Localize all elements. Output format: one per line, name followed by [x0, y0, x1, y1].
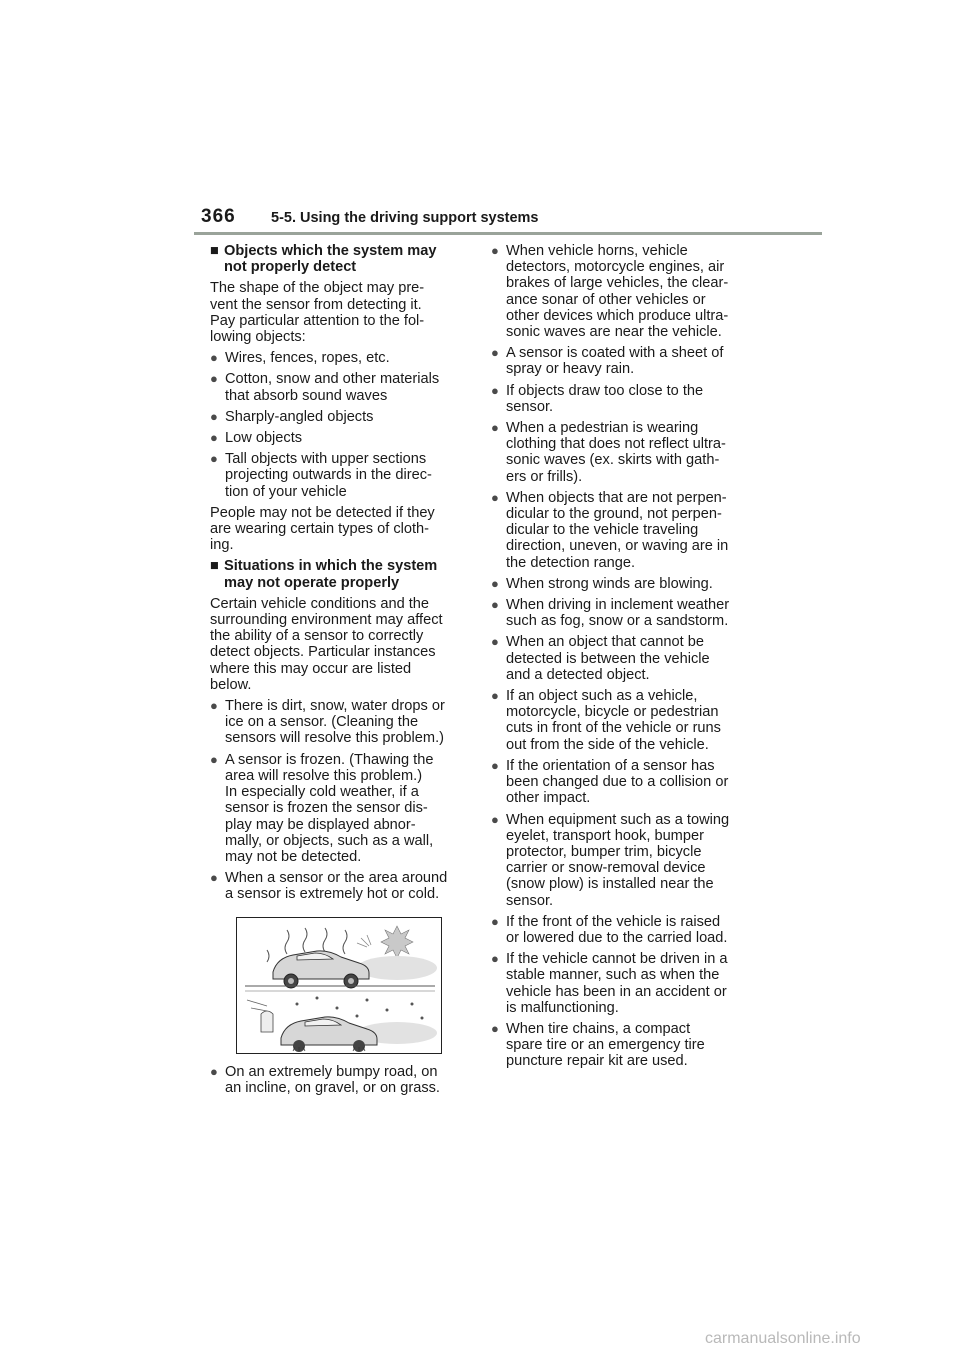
- text-line: may not operate properly: [224, 574, 400, 591]
- round-bullet-icon: ●: [210, 371, 218, 387]
- bullet-text-line: A sensor is frozen. (Thawing the: [225, 751, 434, 768]
- bullet-text-line: direction, uneven, or waving are in: [506, 538, 729, 555]
- bullet-text-line: In especially cold weather, if a: [225, 784, 419, 801]
- bullet-text-line: been changed due to a collision or: [506, 774, 729, 791]
- bullet-text-line: projecting outwards in the direc-: [225, 467, 432, 484]
- bullet-text-line: ance sonar of other vehicles or: [506, 291, 706, 308]
- round-bullet-icon: ●: [491, 757, 499, 773]
- bullet-text-line: the detection range.: [506, 554, 636, 571]
- bullet-item: [491, 420, 749, 485]
- text-line: Objects which the system may: [224, 243, 437, 259]
- bullet-item: [491, 1021, 749, 1070]
- bullet-text-line: area will resolve this problem.): [225, 767, 423, 784]
- bullet-text-line: When vehicle horns, vehicle: [506, 243, 688, 259]
- hot-cold-cars-illustration: [237, 918, 441, 1053]
- text-line: vent the sensor from detecting it.: [210, 296, 422, 313]
- bullet-text-line: tion of your vehicle: [225, 483, 347, 500]
- bullet-text-line: Cotton, snow and other materials: [225, 371, 440, 388]
- bullet-text-line: If the vehicle cannot be driven in a: [506, 951, 728, 968]
- square-bullet-icon: ■: [210, 558, 219, 575]
- bullet-text-line: other impact.: [506, 790, 591, 807]
- bullet-text-line: If the orientation of a sensor has: [506, 757, 715, 774]
- bullet-text-line: detectors, motorcycle engines, air: [506, 259, 725, 276]
- bullet-text-line: detected is between the vehicle: [506, 650, 710, 667]
- round-bullet-icon: ●: [491, 951, 499, 967]
- header-divider: [194, 232, 822, 235]
- round-bullet-icon: ●: [210, 408, 218, 424]
- bullet-text-line: spray or heavy rain.: [506, 361, 635, 378]
- bullet-item: [210, 698, 468, 747]
- bullet-text-line: mally, or objects, such as a wall,: [225, 832, 434, 849]
- bullet-item: [491, 490, 749, 571]
- bullet-item: [491, 597, 749, 629]
- subheading-text: [224, 243, 468, 275]
- round-bullet-icon: ●: [491, 575, 499, 591]
- round-bullet-icon: ●: [210, 751, 218, 767]
- intro-paragraph-situations: [210, 596, 468, 693]
- bullet-item: [210, 350, 468, 366]
- subheading-situations: [210, 558, 468, 590]
- bullet-item: [210, 371, 468, 403]
- bullet-text-line: Tall objects with upper sections: [225, 451, 427, 468]
- bullet-text-line: clothing that does not reflect ultra-: [506, 436, 726, 453]
- round-bullet-icon: ●: [491, 913, 499, 929]
- bullet-text-line: ice on a sensor. (Cleaning the: [225, 714, 419, 731]
- bullet-text-line: that absorb sound waves: [225, 387, 388, 404]
- watermark: carmanualsonline.info: [705, 1330, 861, 1347]
- bullet-text-line: play may be displayed abnor-: [225, 816, 416, 833]
- bullet-text-line: stable manner, such as when the: [506, 967, 720, 984]
- round-bullet-icon: ●: [491, 811, 499, 827]
- bullet-item: [210, 1064, 468, 1096]
- round-bullet-icon: ●: [210, 870, 218, 886]
- text-line: The shape of the object may pre-: [210, 280, 425, 297]
- round-bullet-icon: ●: [491, 489, 499, 505]
- bullet-item: [210, 430, 468, 446]
- bullet-item: [491, 688, 749, 753]
- bullet-text-line: When tire chains, a compact: [506, 1020, 691, 1037]
- bullet-text-line: sensor is frozen the sensor dis-: [225, 800, 428, 817]
- text-line: surrounding environment may affect: [210, 612, 443, 629]
- round-bullet-icon: ●: [210, 430, 218, 446]
- bullet-text-line: protector, bumper trim, bicycle: [506, 843, 702, 860]
- bullet-item: [210, 451, 468, 500]
- bullet-item: [491, 383, 749, 415]
- bullet-text-line: such as fog, snow or a sandstorm.: [506, 613, 729, 630]
- bullet-text-line: is malfunctioning.: [506, 999, 619, 1016]
- text-line: the ability of a sensor to correctly: [210, 628, 424, 645]
- situations-list-left: [210, 698, 468, 902]
- bullet-text-line: brakes of large vehicles, the clear-: [506, 275, 729, 292]
- round-bullet-icon: ●: [491, 634, 499, 650]
- right-column: [491, 243, 749, 1075]
- bullet-text-line: A sensor is coated with a sheet of: [506, 345, 724, 362]
- text-line: not properly detect: [224, 259, 357, 276]
- bullet-text-line: Low objects: [225, 430, 303, 447]
- round-bullet-icon: ●: [210, 698, 218, 714]
- round-bullet-icon: ●: [210, 451, 218, 467]
- round-bullet-icon: ●: [491, 688, 499, 704]
- round-bullet-icon: ●: [491, 345, 499, 361]
- bullet-text-line: dicular to the ground, not perpen-: [506, 506, 722, 523]
- round-bullet-icon: ●: [491, 243, 499, 258]
- text-line: People may not be detected if they: [210, 504, 435, 521]
- text-line: detect objects. Particular instances: [210, 644, 436, 661]
- bullet-text-line: If objects draw too close to the: [506, 382, 704, 399]
- left-column: [210, 243, 468, 1101]
- text-line: below.: [210, 676, 252, 693]
- section-title: 5-5. Using the driving support systems: [271, 210, 539, 226]
- bullet-text-line: Wires, fences, ropes, etc.: [225, 350, 390, 367]
- text-line: Pay particular attention to the fol-: [210, 312, 425, 329]
- bullet-text-line: other devices which produce ultra-: [506, 307, 729, 324]
- bullet-text-line: There is dirt, snow, water drops or: [225, 698, 445, 715]
- bullet-item: [491, 634, 749, 683]
- bullet-text-line: out from the side of the vehicle.: [506, 736, 709, 753]
- bullet-item: [491, 576, 749, 592]
- subheading-text: [224, 558, 468, 590]
- bullet-text-line: When equipment such as a towing: [506, 811, 730, 828]
- subheading-objects: [210, 243, 468, 275]
- bullet-text-line: When a pedestrian is wearing: [506, 420, 699, 437]
- text-line: ing.: [210, 537, 234, 554]
- bullet-text-line: Sharply-angled objects: [225, 408, 374, 425]
- bullet-text-line: a sensor is extremely hot or cold.: [225, 886, 440, 903]
- square-bullet-icon: ■: [210, 243, 219, 259]
- people-note-paragraph: [210, 505, 468, 554]
- objects-list: [210, 350, 468, 500]
- bullet-text-line: sensor.: [506, 398, 554, 415]
- bullet-item: [210, 752, 468, 865]
- bullet-text-line: puncture repair kit are used.: [506, 1053, 688, 1070]
- bullet-text-line: sensor.: [506, 892, 554, 909]
- intro-paragraph-objects: [210, 280, 468, 345]
- page-number: 366: [201, 206, 236, 227]
- bullet-text-line: (snow plow) is installed near the: [506, 876, 714, 893]
- bullet-text-line: and a detected object.: [506, 666, 650, 683]
- round-bullet-icon: ●: [491, 597, 499, 613]
- bullet-item: [491, 812, 749, 909]
- bullet-text-line: carrier or snow-removal device: [506, 860, 706, 877]
- bullet-item: [210, 409, 468, 425]
- round-bullet-icon: ●: [210, 350, 218, 366]
- bullet-text-line: motorcycle, bicycle or pedestrian: [506, 704, 719, 721]
- text-line: where this may occur are listed: [210, 660, 412, 677]
- bullet-text-line: When objects that are not perpen-: [506, 489, 727, 506]
- bullet-text-line: an incline, on gravel, or on grass.: [225, 1079, 440, 1096]
- bullet-text-line: If an object such as a vehicle,: [506, 688, 698, 705]
- bullet-text-line: When a sensor or the area around: [225, 870, 448, 887]
- bullet-item: [491, 758, 749, 807]
- bullet-text-line: cuts in front of the vehicle or runs: [506, 720, 721, 737]
- bullet-item: [491, 345, 749, 377]
- bullet-text-line: ers or frills).: [506, 468, 583, 485]
- text-line: Situations in which the system: [224, 558, 438, 575]
- bullet-text-line: When driving in inclement weather: [506, 597, 730, 614]
- bullet-text-line: On an extremely bumpy road, on: [225, 1063, 438, 1080]
- text-line: are wearing certain types of cloth-: [210, 521, 430, 538]
- round-bullet-icon: ●: [210, 1063, 218, 1079]
- bullet-text-line: sensors will resolve this problem.): [225, 730, 444, 747]
- round-bullet-icon: ●: [491, 420, 499, 436]
- situations-list-left-after-figure: [210, 1064, 468, 1096]
- bullet-text-line: dicular to the vehicle traveling: [506, 522, 699, 539]
- bullet-item: [491, 914, 749, 946]
- bullet-item: [491, 951, 749, 1016]
- bullet-text-line: or lowered due to the carried load.: [506, 929, 728, 946]
- text-line: lowing objects:: [210, 329, 306, 346]
- bullet-text-line: sonic waves are near the vehicle.: [506, 324, 722, 341]
- bullet-text-line: When strong winds are blowing.: [506, 575, 713, 592]
- bullet-text-line: eyelet, transport hook, bumper: [506, 827, 704, 844]
- bullet-text-line: may not be detected.: [225, 848, 362, 865]
- bullet-item: [491, 243, 749, 340]
- bullet-text-line: If the front of the vehicle is raised: [506, 913, 721, 930]
- bullet-text-line: spare tire or an emergency tire: [506, 1037, 705, 1054]
- situations-list-right: [491, 243, 749, 1070]
- round-bullet-icon: ●: [491, 1020, 499, 1036]
- bullet-text-line: When an object that cannot be: [506, 634, 704, 651]
- round-bullet-icon: ●: [491, 382, 499, 398]
- text-line: Certain vehicle conditions and the: [210, 595, 430, 612]
- weather-illustration: [236, 917, 442, 1054]
- bullet-text-line: sonic waves (ex. skirts with gath-: [506, 452, 720, 469]
- bullet-item: [210, 870, 468, 902]
- bullet-text-line: vehicle has been in an accident or: [506, 983, 727, 1000]
